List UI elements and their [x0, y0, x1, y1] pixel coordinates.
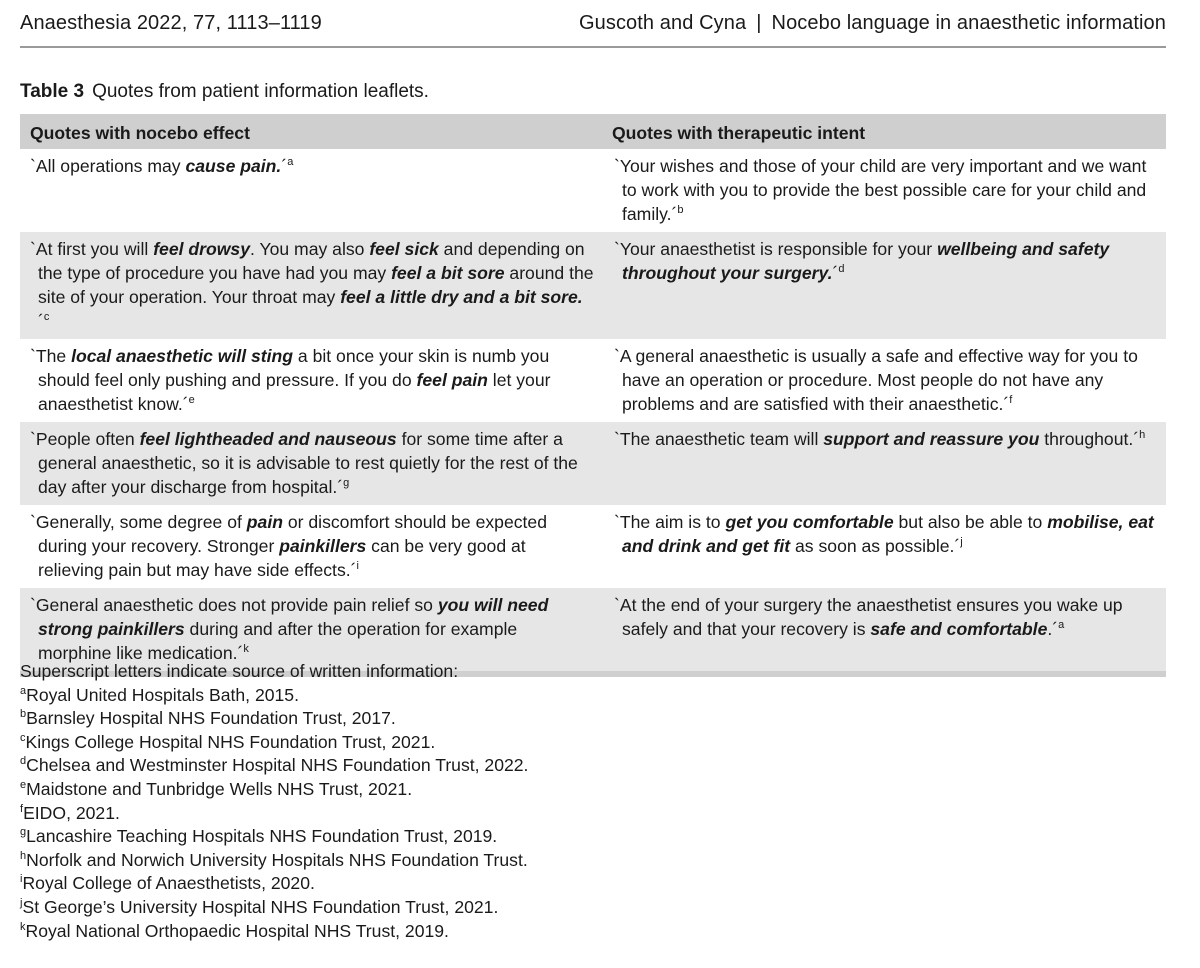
source-marker: k	[243, 643, 249, 655]
footnote-source: Norfolk and Norwich University Hospitals NHS Foundation Trust.	[26, 849, 528, 870]
table-header-row	[20, 114, 1166, 149]
footnote-letter: k	[20, 920, 26, 933]
separator: |	[756, 12, 762, 34]
footnote-item	[20, 896, 528, 920]
nocebo-quote-cell	[20, 149, 604, 232]
table-row	[20, 339, 1166, 422]
emphasised-phrase: pain	[246, 512, 283, 532]
footnote-letter: a	[20, 684, 27, 697]
quote-text: .´	[1047, 619, 1059, 639]
quote-text: `Generally, some degree of	[30, 512, 247, 532]
emphasised-phrase: local anaesthetic will sting	[71, 346, 294, 366]
nocebo-quote-cell	[20, 505, 604, 588]
emphasised-phrase: feel lightheaded and nauseous	[139, 429, 397, 449]
emphasised-phrase: feel a bit sore	[391, 263, 505, 283]
footnote-letter: e	[20, 778, 27, 791]
source-marker: c	[43, 311, 50, 323]
quote-text: `Your anaesthetist is responsible for your	[614, 239, 938, 259]
footnote-source: Royal College of Anaesthetists, 2020.	[22, 873, 315, 894]
authors: Guscoth and Cyna	[578, 12, 747, 34]
header-therapeutic: Quotes with therapeutic intent	[604, 114, 1166, 149]
quote-text: ´	[281, 156, 288, 176]
source-marker: h	[1139, 429, 1146, 441]
footnote-source: St George’s University Hospital NHS Foundation Trust, 2021.	[22, 896, 499, 917]
quote-text: and depending on the type of procedure you have had you may	[38, 239, 585, 283]
table-row	[20, 422, 1166, 505]
short-title: Nocebo language in anaesthetic information	[771, 12, 1166, 34]
quote-text: around the site of your operation. Your throat may	[38, 263, 594, 307]
running-head	[20, 12, 1166, 46]
quote-text: for some time after a general anaesthetic, so it is advisable to rest quietly for the rest of the day after your discharge from hospital.´	[38, 429, 578, 497]
quote-text: during and after the operation for example morphine like medication.´	[38, 619, 518, 663]
quote-text: but also be able to	[893, 512, 1048, 532]
quote-text: `Your wishes and those of your child are very important and we want to work with you to provide the best possible care for your child and family.´	[614, 156, 1147, 224]
table-row	[20, 505, 1166, 588]
source-marker: a	[287, 156, 294, 168]
source-marker: j	[960, 536, 963, 548]
footnote-item	[20, 707, 528, 731]
emphasised-phrase: painkillers	[279, 536, 367, 556]
header-rule	[20, 46, 1166, 48]
source-marker: d	[838, 263, 845, 275]
quote-text: `The anaesthetic team will	[614, 429, 824, 449]
quote-text: or discomfort should be expected during your recovery. Stronger	[38, 512, 548, 556]
emphasised-phrase: get you comfortable	[725, 512, 894, 532]
quote-text: `General anaesthetic does not provide pain relief so	[30, 595, 438, 615]
footnote-item	[20, 825, 528, 849]
quote-text: `People often	[30, 429, 140, 449]
emphasised-phrase: support and reassure you	[823, 429, 1040, 449]
footnote-source: Maidstone and Tunbridge Wells NHS Trust, 2021.	[26, 778, 413, 799]
footnote-item	[20, 754, 528, 778]
footnote-source: Barnsley Hospital NHS Foundation Trust, 2017.	[26, 708, 396, 729]
footnote-source: Chelsea and Westminster Hospital NHS Foundation Trust, 2022.	[26, 755, 529, 776]
quote-text: ´	[38, 311, 44, 331]
footnote-item	[20, 920, 528, 944]
therapeutic-quote-cell	[604, 339, 1166, 422]
emphasised-phrase: wellbeing and safety throughout your surgery.	[622, 239, 1110, 283]
therapeutic-quote-cell	[604, 149, 1166, 232]
footnote-item	[20, 684, 528, 708]
source-marker: f	[1009, 394, 1013, 406]
quote-text: throughout.´	[1039, 429, 1140, 449]
therapeutic-quote-cell	[604, 505, 1166, 588]
source-marker: i	[356, 560, 359, 572]
footnote-list	[20, 684, 528, 944]
footnote-letter: c	[20, 731, 26, 744]
table-caption	[20, 81, 429, 103]
footnote-item	[20, 872, 528, 896]
quote-text: let your anaesthetist know.´	[38, 370, 551, 414]
quote-text: `At first you will	[30, 239, 154, 259]
caption-text: Quotes from patient information leaflets.	[92, 81, 429, 102]
emphasised-phrase: safe and comfortable	[870, 619, 1048, 639]
nocebo-quote-cell	[20, 232, 604, 339]
footnotes-intro: Superscript letters indicate source of written information:	[20, 661, 459, 681]
quote-text: `A general anaesthetic is usually a safe and effective way for you to have an operation or procedure. Most people do not have any problems and are satisfied with their anaesthetic.´	[614, 346, 1138, 414]
emphasised-phrase: feel sick	[369, 239, 439, 259]
footnote-letter: f	[20, 802, 24, 815]
quote-text: as soon as possible.´	[790, 536, 961, 556]
emphasised-phrase: you will need strong painkillers	[38, 595, 549, 639]
therapeutic-quote-cell	[604, 232, 1166, 339]
footnote-item	[20, 849, 528, 873]
footnote-source: Royal United Hospitals Bath, 2015.	[26, 684, 299, 705]
footnote-letter: i	[20, 873, 23, 886]
footnotes	[20, 660, 528, 943]
footnote-letter: b	[20, 708, 27, 721]
source-marker: e	[188, 394, 195, 406]
footnote-source: Royal National Orthopaedic Hospital NHS Trust, 2019.	[25, 920, 449, 941]
nocebo-quote-cell	[20, 339, 604, 422]
quote-text: `All operations may	[30, 156, 186, 176]
table-row	[20, 232, 1166, 339]
footnote-letter: j	[20, 896, 23, 909]
quote-text: `At the end of your surgery the anaesthetist ensures you wake up safely and that your recovery is	[614, 595, 1123, 639]
therapeutic-quote-cell	[604, 588, 1166, 674]
footnote-item	[20, 778, 528, 802]
quotes-table	[20, 114, 1166, 677]
emphasised-phrase: feel pain	[416, 370, 488, 390]
footnote-source: Lancashire Teaching Hospitals NHS Foundation Trust, 2019.	[26, 826, 498, 847]
quote-text: `The aim is to	[614, 512, 726, 532]
quote-text: can be very good at relieving pain but may have side effects.´	[38, 536, 526, 580]
footnote-item	[20, 802, 528, 826]
emphasised-phrase: feel a little dry and a bit sore.	[340, 287, 583, 307]
source-marker: g	[343, 477, 350, 489]
quote-text: . You may also	[250, 239, 370, 259]
quote-text: a bit once your skin is numb you should feel only pushing and pressure. If you do	[38, 346, 550, 390]
header-nocebo: Quotes with nocebo effect	[20, 114, 604, 149]
journal-citation: Anaesthesia 2022, 77, 1113–1119	[20, 12, 322, 34]
quote-text: ´	[832, 263, 839, 283]
footnote-source: EIDO, 2021.	[23, 802, 120, 823]
table-row	[20, 149, 1166, 232]
footnote-item	[20, 731, 528, 755]
emphasised-phrase: feel drowsy	[153, 239, 250, 259]
footnote-letter: g	[20, 826, 27, 839]
footnote-letter: h	[20, 849, 27, 862]
running-title	[579, 12, 1166, 35]
table-label: Table 3	[20, 81, 85, 102]
therapeutic-quote-cell	[604, 422, 1166, 505]
nocebo-quote-cell	[20, 422, 604, 505]
quote-text: `The	[30, 346, 72, 366]
footnote-letter: d	[20, 755, 27, 768]
source-marker: b	[677, 204, 684, 216]
emphasised-phrase: cause pain.	[185, 156, 282, 176]
footnote-source: Kings College Hospital NHS Foundation Trust, 2021.	[25, 731, 436, 752]
source-marker: a	[1058, 619, 1065, 631]
emphasised-phrase: mobilise, eat and drink and get fit	[622, 512, 1154, 556]
